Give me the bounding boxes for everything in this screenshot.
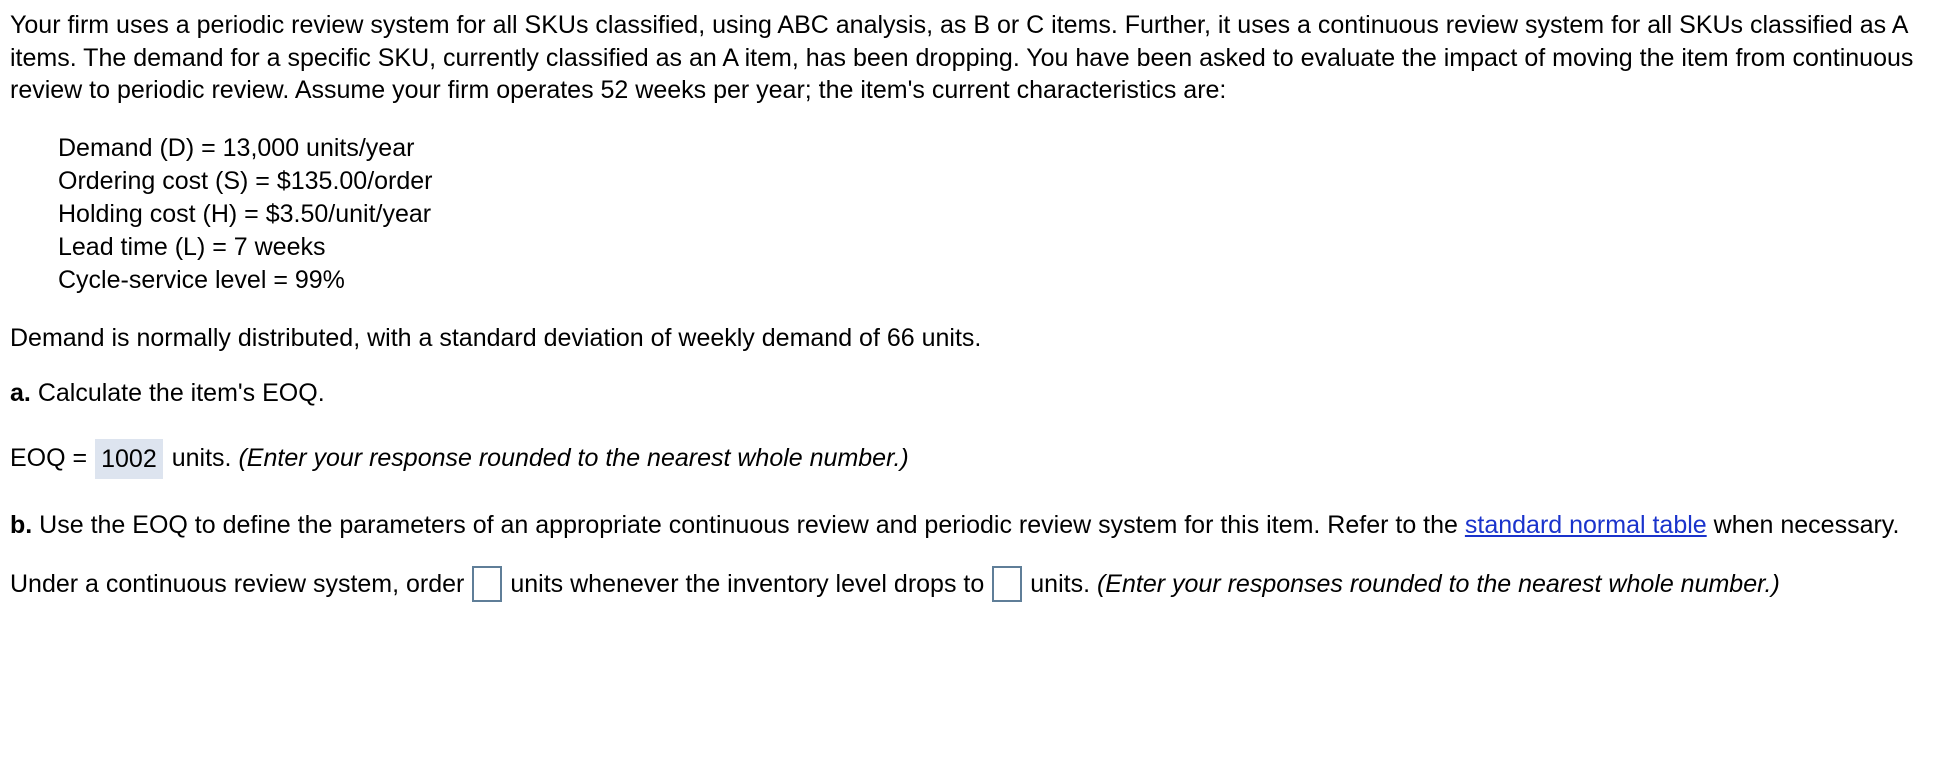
continuous-review-row (10, 566, 1928, 602)
part-b-question (10, 509, 1928, 542)
param-demand: Demand (D) = 13,000 units/year (58, 133, 415, 162)
standard-normal-table-link[interactable]: standard normal table (1464, 510, 1707, 539)
continuous-text-1: Under a continuous review system, order (10, 569, 465, 598)
eoq-answer-row (10, 439, 1928, 479)
order-quantity-input[interactable] (472, 566, 502, 602)
continuous-text-3: units. (1030, 569, 1091, 598)
part-a-label: a. (10, 379, 31, 407)
param-lead-time: Lead time (L) = 7 weeks (58, 232, 326, 261)
param-ordering-cost: Ordering cost (S) = $135.00/order (58, 166, 433, 195)
demand-distribution-text: Demand is normally distributed, with a standard deviation of weekly demand of 66 units. (10, 323, 982, 352)
problem-intro: Your firm uses a periodic review system for all SKUs classified, using ABC analysis, as B or C items. Further, it uses a continuous review system for all SKUs classified as A items. The demand for a specific SKU, currently classified as an A item, has been dropping. You have been asked to evaluate the impact of moving the item from continuous review to periodic review. Assume your firm operates 52 weeks per year; the item's current characteristics are: (10, 11, 1914, 104)
eoq-units: units. (171, 444, 232, 473)
param-holding-cost: Holding cost (H) = $3.50/unit/year (58, 199, 432, 228)
part-a-question (10, 377, 1928, 410)
item-characteristics (58, 132, 1928, 297)
continuous-hint: (Enter your responses rounded to the nearest whole number.) (1096, 569, 1780, 598)
part-b-text-end: when necessary. (1713, 510, 1900, 539)
part-a-text: Calculate the item's EOQ. (37, 379, 325, 407)
eoq-answer-field[interactable]: 1002 (95, 439, 163, 479)
continuous-text-2: units whenever the inventory level drops to (510, 569, 985, 598)
reorder-point-input[interactable] (992, 566, 1022, 602)
part-b-text: Use the EOQ to define the parameters of an appropriate continuous review and periodic review system for this item. Refer to the (39, 510, 1458, 539)
eoq-hint: (Enter your response rounded to the nearest whole number.) (238, 444, 909, 473)
eoq-prefix: EOQ = (10, 444, 88, 473)
part-b-label: b. (10, 510, 33, 539)
param-service-level: Cycle-service level = 99% (58, 265, 345, 294)
